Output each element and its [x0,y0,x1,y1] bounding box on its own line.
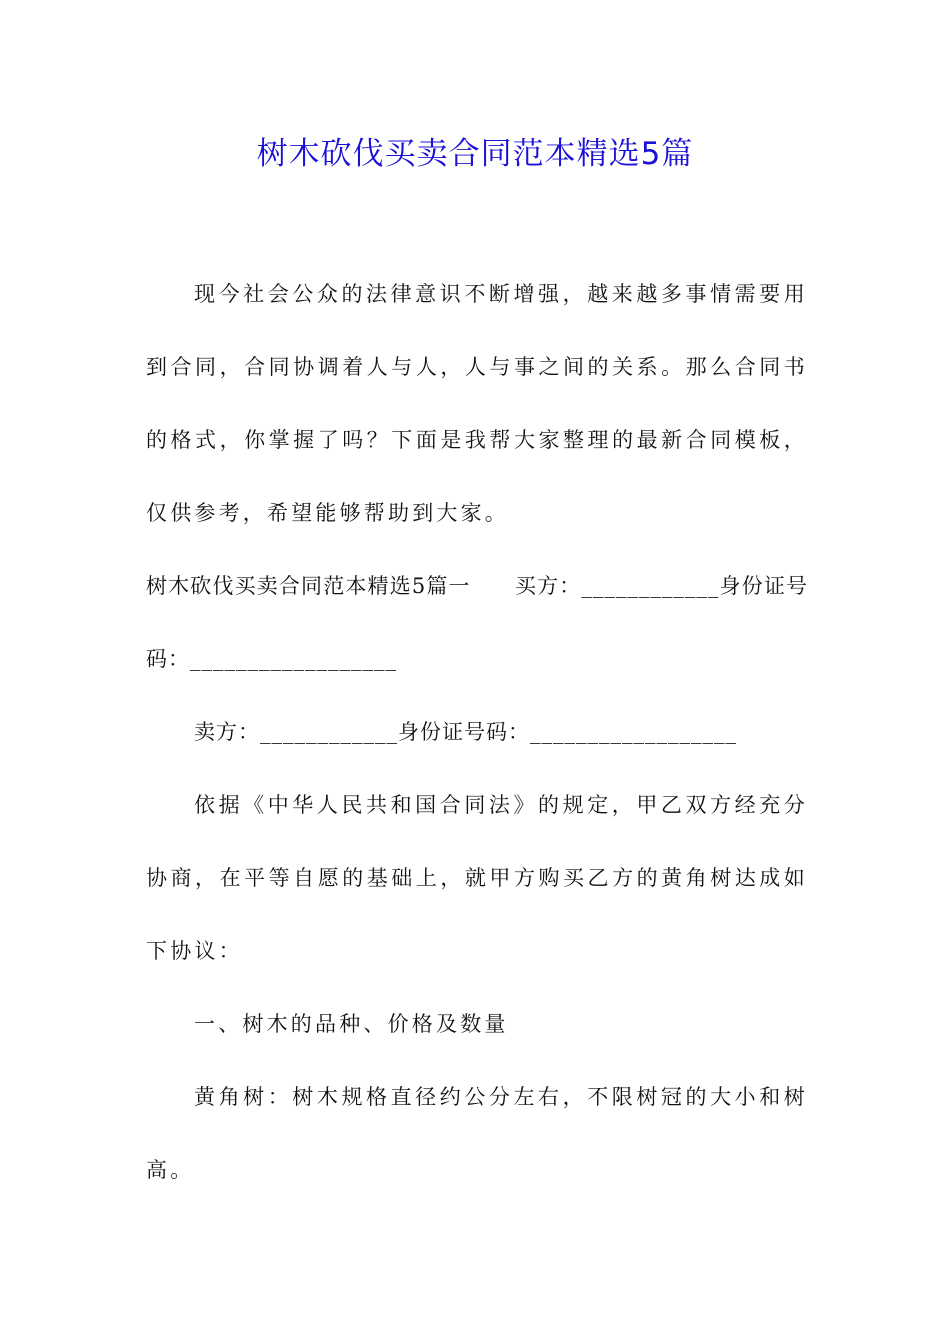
agreement-paragraph: 依据《中华人民共和国合同法》的规定，甲乙双方经充分协商，在平等自愿的基础上，就甲方购买乙方的黄角树达成如下协议： [146,793,808,963]
buyer-line: 树木砍伐买卖合同范本精选5篇一 买方：____________身份证号码：__________________ [146,574,808,671]
document-body [146,258,808,1207]
document-title: 树木砍伐买卖合同范本精选5篇 [256,136,694,172]
seller-line: 卖方：____________身份证号码：__________________ [194,720,737,744]
section-heading: 一、树木的品种、价格及数量 [194,1012,509,1036]
intro-paragraph: 现今社会公众的法律意识不断增强，越来越多事情需要用到合同，合同协调着人与人，人与事之间的关系。那么合同书的格式，你掌握了吗？下面是我帮大家整理的最新合同模板，仅供参考，希望能够帮助到大家。 [146,282,808,525]
tree-spec-paragraph: 黄角树：树木规格直径约公分左右，不限树冠的大小和树高。 [146,1085,808,1182]
